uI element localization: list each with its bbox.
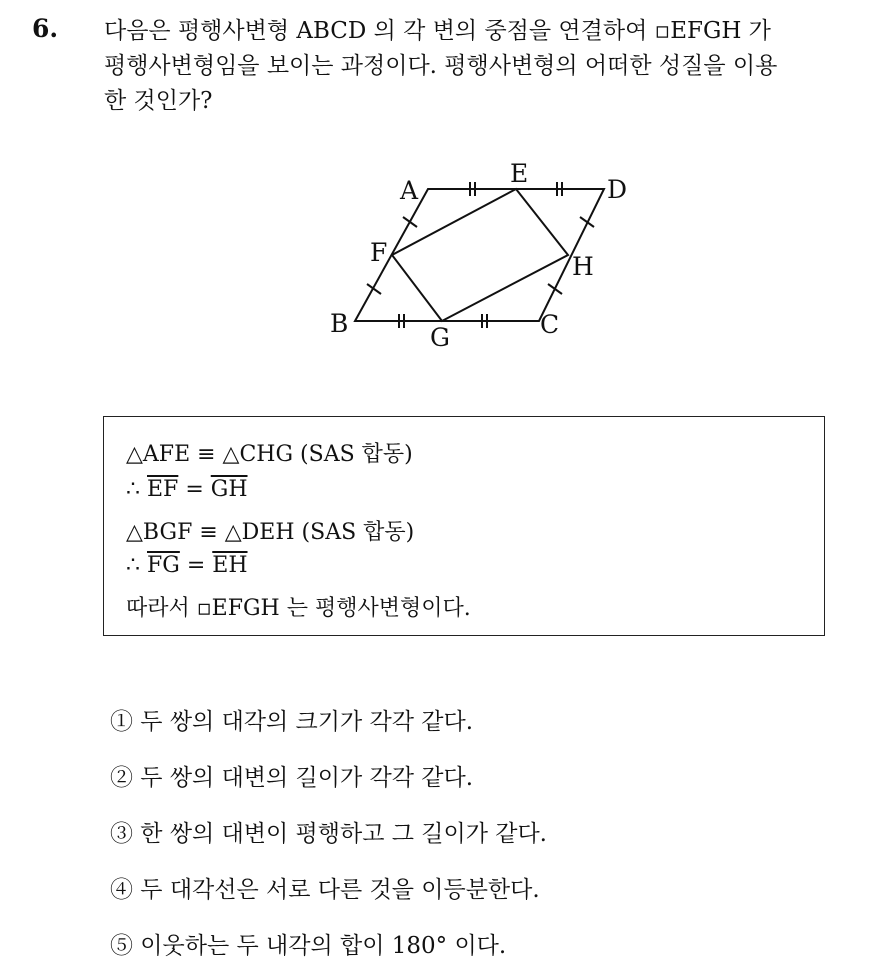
stem-line-2: 평행사변형임을 보이는 과정이다. 평행사변형의 어떠한 성질을 이용 [104, 53, 778, 79]
label-c: C [540, 310, 560, 339]
stem-line-1: 다음은 평행사변형 ABCD 의 각 변의 중점을 연결하여 ▫EFGH 가 [104, 18, 771, 44]
segment-eh: $\overline{EH}$ [212, 553, 248, 578]
equals-sign: = [178, 477, 211, 502]
label-b: B [330, 309, 349, 338]
therefore-symbol: ∴ [126, 553, 147, 578]
label-a: A [400, 176, 419, 205]
segment-fg: $\overline{FG}$ [147, 553, 180, 578]
stem-line-3: 한 것인가? [104, 88, 213, 114]
label-f: F [370, 238, 388, 267]
proof-line-3: △BGF ≡ △DEH (SAS 합동) [126, 520, 415, 545]
proof-line-5: 따라서 ▫EFGH 는 평행사변형이다. [126, 596, 471, 621]
segment-gh: $\overline{GH}$ [210, 477, 248, 502]
proof-line-2 [126, 477, 248, 502]
choice-5[interactable]: ⑤ 이웃하는 두 내각의 합이 180° 이다. [110, 933, 507, 959]
choice-4[interactable]: ④ 두 대각선은 서로 다른 것을 이등분한다. [110, 877, 540, 903]
therefore-symbol: ∴ [126, 477, 147, 502]
label-h: H [572, 252, 594, 281]
label-e: E [510, 159, 529, 188]
segment-ef: $\overline{EF}$ [147, 477, 179, 502]
question-number: 6. [32, 14, 59, 43]
choice-3[interactable]: ③ 한 쌍의 대변이 평행하고 그 길이가 같다. [110, 821, 547, 847]
proof-line-1: △AFE ≡ △CHG (SAS 합동) [126, 442, 413, 467]
quadrilateral-efgh [392, 189, 568, 321]
parallelogram-figure [320, 158, 650, 358]
proof-line-4 [126, 553, 248, 578]
question-stem [104, 14, 874, 119]
label-g: G [430, 323, 450, 352]
choice-1[interactable]: ① 두 쌍의 대각의 크기가 각각 같다. [110, 709, 474, 735]
proof-box [103, 416, 825, 636]
choice-2[interactable]: ② 두 쌍의 대변의 길이가 각각 같다. [110, 765, 474, 791]
equals-sign: = [179, 553, 213, 578]
label-d: D [607, 175, 628, 204]
